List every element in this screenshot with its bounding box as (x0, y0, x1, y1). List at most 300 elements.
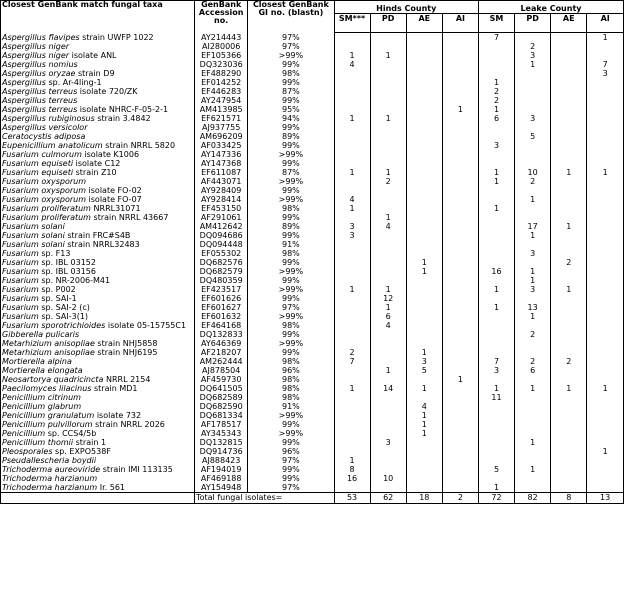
species-name: Aspergillus terreus (2, 96, 78, 105)
gi-percent-cell: 98% (248, 321, 334, 330)
count-cell (370, 375, 406, 384)
count-cell (442, 402, 478, 411)
table-row (1, 276, 623, 285)
count-cell (406, 132, 442, 141)
accession-cell: DQ094448 (195, 240, 248, 249)
strain-name: isolate ANL (69, 51, 117, 60)
count-cell: 3 (334, 231, 370, 240)
species-name: Aspergillus oryzae (2, 69, 76, 78)
count-cell (370, 132, 406, 141)
strain-name: strain FRC#S4B (64, 231, 131, 240)
count-cell (442, 60, 478, 69)
count-cell: 1 (515, 312, 551, 321)
count-cell: 1 (551, 168, 587, 177)
count-cell (478, 330, 514, 339)
count-cell: 1 (406, 384, 442, 393)
species-name: Fusarium culmorum (2, 150, 82, 159)
species-name: Pleosporales (2, 447, 53, 456)
count-cell (515, 375, 551, 384)
table-row (1, 42, 623, 51)
count-cell (478, 258, 514, 267)
accession-cell: DQ094686 (195, 231, 248, 240)
species-name: Aspergillus terreus (2, 105, 78, 114)
count-cell (587, 411, 623, 420)
count-cell (551, 303, 587, 312)
count-cell: 3 (515, 249, 551, 258)
count-cell: 4 (370, 321, 406, 330)
count-cell: 1 (406, 429, 442, 438)
strain-name: NRRL 2154 (103, 375, 151, 384)
count-cell (515, 258, 551, 267)
taxa-cell (1, 87, 195, 96)
count-cell (406, 321, 442, 330)
count-cell (478, 402, 514, 411)
table-header (1, 1, 623, 33)
count-cell (478, 60, 514, 69)
count-cell (406, 69, 442, 78)
species-name: Trichoderma harzianum (2, 483, 98, 492)
strain-name: sp. P002 (38, 285, 76, 294)
species-name: Fusarium sporotrichioides (2, 321, 106, 330)
accession-cell: AY247954 (195, 96, 248, 105)
count-cell (406, 438, 442, 447)
count-cell (515, 411, 551, 420)
count-cell (587, 78, 623, 87)
count-cell (442, 195, 478, 204)
count-cell: 1 (551, 222, 587, 231)
header-hinds-county: Hinds County (334, 1, 478, 14)
accession-cell: AY214443 (195, 33, 248, 43)
accession-cell: EF014252 (195, 78, 248, 87)
count-cell (370, 231, 406, 240)
count-cell (370, 420, 406, 429)
count-cell: 3 (334, 222, 370, 231)
accession-cell: AF194019 (195, 465, 248, 474)
table-row (1, 393, 623, 402)
count-cell (478, 438, 514, 447)
species-name: Penicillium (2, 429, 46, 438)
count-cell (442, 204, 478, 213)
count-cell (551, 339, 587, 348)
species-name: Mortierella alpina (2, 357, 72, 366)
count-cell (406, 51, 442, 60)
header-leake-county: Leake County (520, 4, 582, 13)
count-cell (587, 339, 623, 348)
count-cell (406, 339, 442, 348)
table-row (1, 285, 623, 294)
accession-cell: AJ888423 (195, 456, 248, 465)
accession-cell: AM413985 (195, 105, 248, 114)
count-cell (478, 429, 514, 438)
count-cell: 7 (478, 33, 514, 43)
accession-cell: AF033425 (195, 141, 248, 150)
count-cell (442, 438, 478, 447)
table-row (1, 96, 623, 105)
count-cell (406, 96, 442, 105)
count-cell (370, 276, 406, 285)
species-name: Fusarium (2, 303, 39, 312)
gi-percent-cell: 98% (248, 357, 334, 366)
fungal-taxa-table (1, 1, 623, 503)
count-cell (587, 159, 623, 168)
gi-percent-cell: 99% (248, 294, 334, 303)
count-cell (551, 69, 587, 78)
table-row (1, 474, 623, 483)
total-value: 13 (587, 493, 623, 504)
count-cell (334, 78, 370, 87)
count-cell (442, 411, 478, 420)
count-cell: 7 (478, 357, 514, 366)
taxa-cell (1, 456, 195, 465)
count-cell (515, 69, 551, 78)
table-row (1, 123, 623, 132)
gi-percent-cell: 99% (248, 330, 334, 339)
taxa-cell (1, 177, 195, 186)
count-cell (478, 411, 514, 420)
taxa-cell (1, 204, 195, 213)
gi-percent-cell: 99% (248, 60, 334, 69)
count-cell (551, 150, 587, 159)
accession-cell: EF488290 (195, 69, 248, 78)
species-name: Trichoderma harzianum (2, 474, 98, 483)
count-cell: 1 (478, 168, 514, 177)
count-cell (370, 339, 406, 348)
count-cell (515, 240, 551, 249)
count-cell (515, 33, 551, 43)
count-cell (442, 285, 478, 294)
count-cell: 1 (515, 60, 551, 69)
count-cell (587, 294, 623, 303)
count-cell (515, 429, 551, 438)
accession-cell: AM696209 (195, 132, 248, 141)
count-cell (442, 267, 478, 276)
count-cell: 1 (515, 465, 551, 474)
taxa-cell (1, 168, 195, 177)
gi-percent-cell: 98% (248, 204, 334, 213)
count-cell (442, 150, 478, 159)
count-cell (442, 42, 478, 51)
species-name: Fusarium (2, 312, 39, 321)
taxa-cell (1, 366, 195, 375)
count-cell: 1 (515, 384, 551, 393)
strain-name: sp. F13 (38, 249, 71, 258)
count-cell (334, 393, 370, 402)
count-cell (551, 411, 587, 420)
accession-cell: AF291061 (195, 213, 248, 222)
taxa-cell (1, 357, 195, 366)
count-cell (442, 366, 478, 375)
taxa-cell (1, 465, 195, 474)
strain-name: strain 3.4842 (94, 114, 151, 123)
count-cell (551, 195, 587, 204)
taxa-cell (1, 411, 195, 420)
species-name: Fusarium oxysporum (2, 177, 86, 186)
count-cell (551, 321, 587, 330)
accession-cell: AM412642 (195, 222, 248, 231)
count-cell: 1 (515, 267, 551, 276)
table-row (1, 240, 623, 249)
count-cell (587, 42, 623, 51)
count-cell (406, 195, 442, 204)
accession-cell: DQ682576 (195, 258, 248, 267)
count-cell (442, 78, 478, 87)
count-cell (406, 231, 442, 240)
strain-name: strain MD1 (91, 384, 138, 393)
accession-cell: DQ480359 (195, 276, 248, 285)
count-cell (587, 204, 623, 213)
count-cell: 1 (478, 483, 514, 493)
strain-name: isolate 05-15755C1 (105, 321, 187, 330)
accession-cell: AI280006 (195, 42, 248, 51)
count-cell (587, 429, 623, 438)
count-cell: 3 (602, 69, 608, 78)
total-value: 72 (478, 493, 514, 504)
count-cell (478, 69, 514, 78)
count-cell: 14 (370, 384, 406, 393)
accession-cell: AM262444 (195, 357, 248, 366)
species-name: Penicillium pulvillorum (2, 420, 93, 429)
taxa-cell (1, 159, 195, 168)
count-cell (551, 465, 587, 474)
taxa-cell (1, 123, 195, 132)
strain-name: strain NRRL 5820 (102, 141, 176, 150)
count-cell (406, 78, 442, 87)
species-name: Fusarium (2, 285, 39, 294)
count-cell (587, 51, 623, 60)
count-cell: 1 (515, 276, 551, 285)
total-label: Total fungal isolates= (195, 493, 334, 504)
species-name: Aspergillus terreus (2, 87, 78, 96)
count-cell (478, 213, 514, 222)
header-spacer (406, 23, 442, 33)
count-cell (587, 456, 623, 465)
gi-percent-cell: 99% (248, 438, 334, 447)
count-cell: 4 (334, 195, 370, 204)
count-cell (334, 267, 370, 276)
total-spacer (1, 493, 195, 504)
table-row (1, 159, 623, 168)
table-row (1, 132, 623, 141)
species-name: Penicillium granulatum (2, 411, 95, 420)
count-cell (587, 213, 623, 222)
strain-name: sp. EXPO538F (52, 447, 111, 456)
count-cell: 1 (602, 168, 608, 177)
count-cell (551, 60, 587, 69)
count-cell (551, 276, 587, 285)
taxa-cell (1, 375, 195, 384)
count-cell (370, 105, 406, 114)
count-cell (442, 393, 478, 402)
species-name: Gibberella pulicaris (2, 330, 80, 339)
species-name: Fusarium (2, 249, 39, 258)
count-cell (370, 123, 406, 132)
gi-percent-cell: >99% (248, 339, 334, 348)
count-cell: 1 (334, 285, 370, 294)
count-cell (334, 240, 370, 249)
count-cell (515, 87, 551, 96)
taxa-cell (1, 483, 195, 493)
count-cell (515, 393, 551, 402)
count-cell (515, 141, 551, 150)
count-cell: 2 (334, 348, 370, 357)
count-cell (442, 429, 478, 438)
table-row (1, 438, 623, 447)
count-cell (406, 105, 442, 114)
count-cell (334, 141, 370, 150)
species-name: Pseudallescheria boydii (2, 456, 97, 465)
count-cell (370, 483, 406, 493)
count-cell: 1 (515, 195, 551, 204)
count-cell (334, 105, 370, 114)
count-cell: 1 (406, 348, 442, 357)
count-cell: 1 (334, 384, 370, 393)
count-cell (406, 150, 442, 159)
count-cell (334, 294, 370, 303)
taxa-cell (1, 60, 195, 69)
count-cell (370, 330, 406, 339)
count-cell: 1 (442, 375, 478, 384)
count-cell (587, 132, 623, 141)
table-row (1, 483, 623, 493)
count-cell (551, 474, 587, 483)
count-cell (551, 213, 587, 222)
accession-cell: AY154948 (195, 483, 248, 493)
count-cell (587, 465, 623, 474)
count-cell (406, 240, 442, 249)
table-row (1, 429, 623, 438)
gi-percent-cell: >99% (248, 177, 334, 186)
taxa-cell (1, 195, 195, 204)
count-cell: 7 (602, 60, 608, 69)
count-cell: 1 (478, 78, 514, 87)
count-cell (515, 294, 551, 303)
count-cell (551, 231, 587, 240)
gi-percent-cell: 96% (248, 366, 334, 375)
count-cell (334, 429, 370, 438)
count-cell (551, 366, 587, 375)
gi-percent-cell: 98% (248, 393, 334, 402)
accession-cell: DQ682579 (195, 267, 248, 276)
gi-percent-cell: 91% (248, 402, 334, 411)
count-cell (406, 276, 442, 285)
species-name: Penicillium glabrum (2, 402, 82, 411)
accession-cell: AJ878504 (195, 366, 248, 375)
count-cell (406, 375, 442, 384)
count-cell (587, 375, 623, 384)
count-cell (442, 168, 478, 177)
count-cell (587, 249, 623, 258)
taxa-cell (1, 276, 195, 285)
count-cell (551, 240, 587, 249)
strain-name: sp. Ar-4ling-1 (45, 78, 102, 87)
table-row (1, 78, 623, 87)
count-cell (406, 159, 442, 168)
count-cell (370, 456, 406, 465)
gi-percent-cell: 99% (248, 258, 334, 267)
count-cell (478, 132, 514, 141)
gi-percent-cell: >99% (248, 51, 334, 60)
count-cell (515, 321, 551, 330)
count-cell (370, 411, 406, 420)
count-cell: 1 (478, 384, 514, 393)
count-cell: 3 (406, 357, 442, 366)
count-cell (587, 114, 623, 123)
count-cell (587, 222, 623, 231)
gi-percent-cell: 99% (248, 474, 334, 483)
count-cell: 1 (334, 51, 370, 60)
accession-cell: AY928409 (195, 186, 248, 195)
count-cell (406, 213, 442, 222)
taxa-cell (1, 429, 195, 438)
count-cell (406, 474, 442, 483)
total-value: 62 (370, 493, 406, 504)
count-cell (442, 384, 478, 393)
taxa-cell (1, 96, 195, 105)
taxa-cell (1, 213, 195, 222)
header-spacer (442, 23, 478, 33)
count-cell: 2 (478, 96, 514, 105)
gi-percent-cell: 99% (248, 231, 334, 240)
table-row (1, 321, 623, 330)
accession-cell: AJ937755 (195, 123, 248, 132)
count-cell (334, 483, 370, 493)
count-cell (370, 33, 406, 43)
table-row (1, 294, 623, 303)
taxa-cell (1, 438, 195, 447)
count-cell (515, 339, 551, 348)
count-cell (587, 330, 623, 339)
table-row (1, 60, 623, 69)
count-cell (334, 33, 370, 43)
count-cell: 2 (478, 87, 514, 96)
accession-cell: EF464168 (195, 321, 248, 330)
count-cell (515, 204, 551, 213)
count-cell (406, 294, 442, 303)
count-cell: 3 (515, 114, 551, 123)
gi-percent-cell: 97% (248, 456, 334, 465)
table-row (1, 168, 623, 177)
strain-name: isolate K1006 (81, 150, 140, 159)
table-row (1, 420, 623, 429)
count-cell (551, 267, 587, 276)
header-sub: PD (515, 14, 551, 24)
accession-cell: EF601627 (195, 303, 248, 312)
count-cell (551, 402, 587, 411)
count-cell (551, 105, 587, 114)
count-cell: 1 (406, 258, 442, 267)
count-cell (406, 303, 442, 312)
count-cell (478, 375, 514, 384)
count-cell (587, 483, 623, 493)
count-cell (334, 375, 370, 384)
accession-cell: DQ641505 (195, 384, 248, 393)
header-sub: PD (370, 14, 406, 24)
strain-name: isolate 720/ZK (77, 87, 138, 96)
strain-name: isolate FO-02 (86, 186, 142, 195)
count-cell (406, 177, 442, 186)
count-cell (334, 123, 370, 132)
count-cell (515, 447, 551, 456)
count-cell (551, 483, 587, 493)
strain-name: strain 1 (73, 438, 107, 447)
count-cell (370, 465, 406, 474)
count-cell (551, 420, 587, 429)
count-cell (478, 474, 514, 483)
count-cell (334, 411, 370, 420)
count-cell (334, 159, 370, 168)
count-cell (370, 240, 406, 249)
accession-cell: DQ132833 (195, 330, 248, 339)
